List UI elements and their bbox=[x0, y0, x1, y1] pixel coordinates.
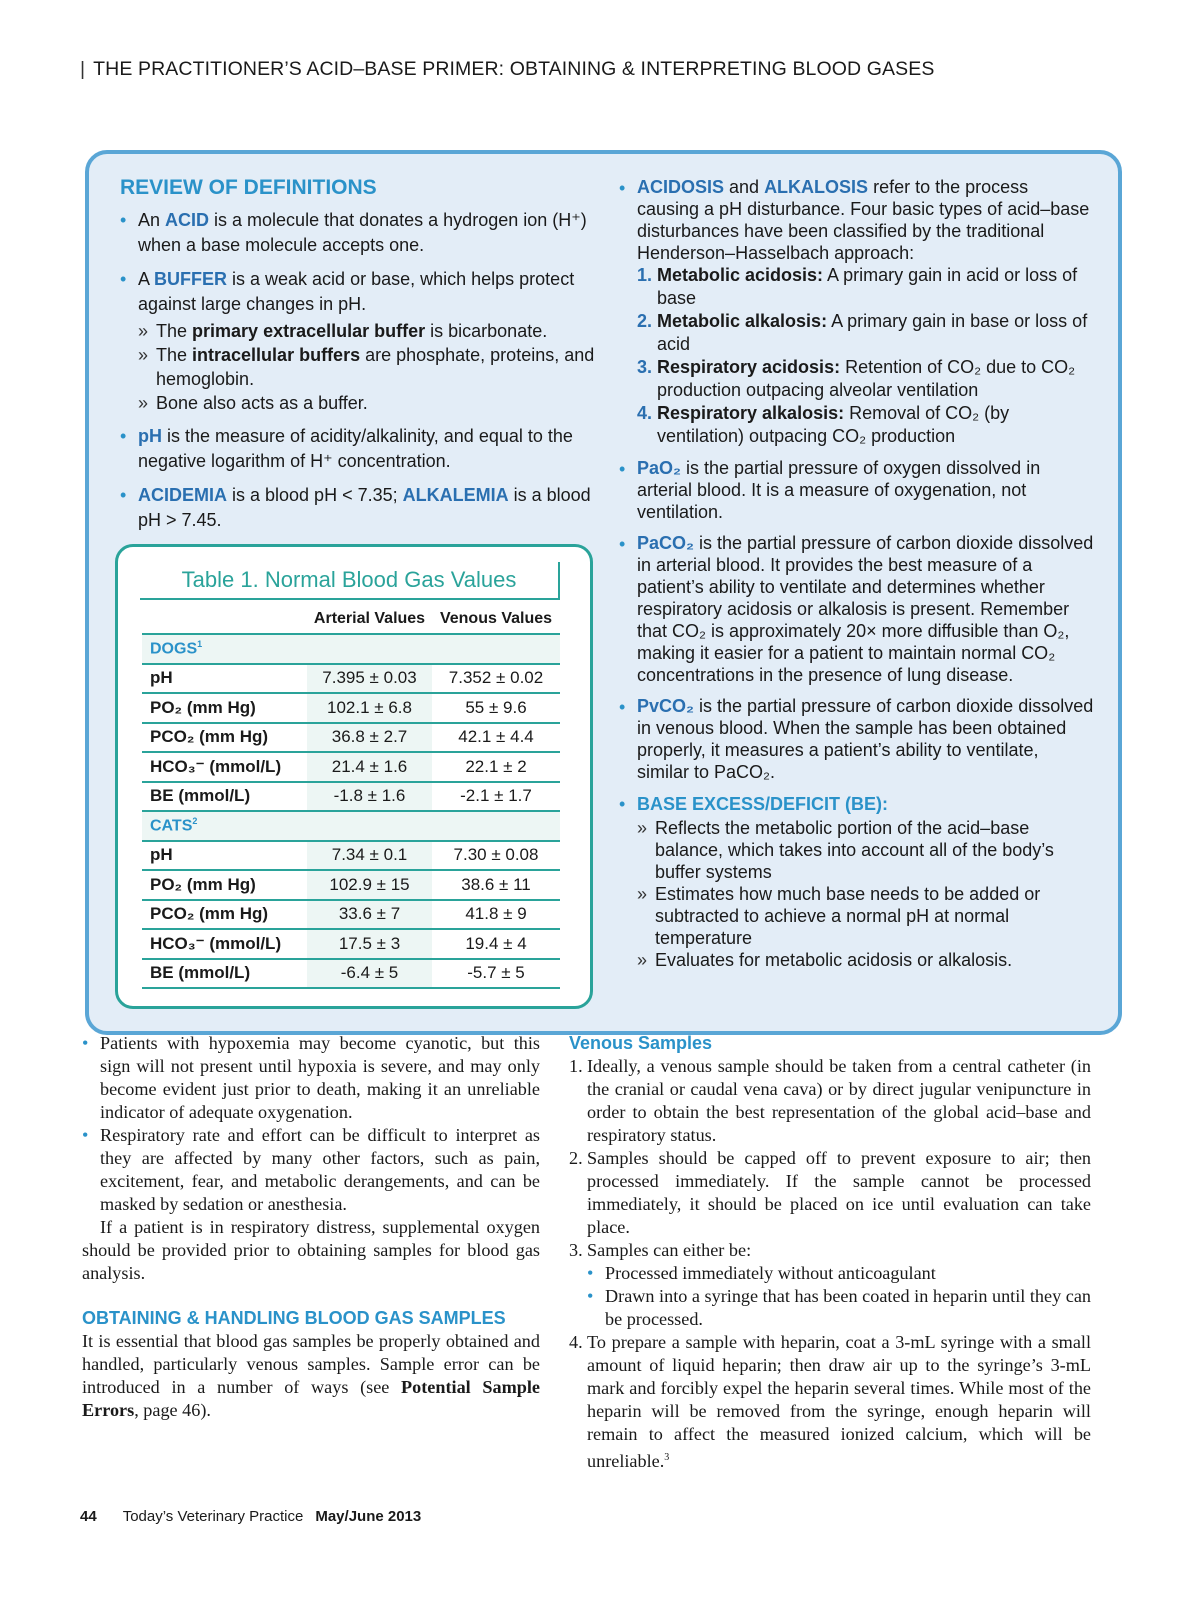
definition-paco2 bbox=[619, 532, 1094, 686]
running-header bbox=[80, 58, 934, 81]
text: The bbox=[156, 345, 193, 365]
text: Processed immediately without anticoagulant bbox=[605, 1263, 936, 1283]
text: Ideally, a venous sample should be taken from a central catheter (in the cranial or caudal vena cava) or by direct jugular venipuncture in order to obtain the best representation of the global acid–base and respiratory status. bbox=[587, 1056, 1091, 1145]
disturbance-type bbox=[637, 356, 1094, 402]
text: primary extracellular buffer bbox=[192, 321, 426, 341]
row-label: pH bbox=[142, 664, 307, 694]
raquo-icon: » bbox=[138, 321, 149, 341]
venous-value: -5.7 ± 5 bbox=[432, 959, 560, 989]
table-section-row bbox=[142, 811, 560, 841]
header-empty bbox=[142, 605, 307, 634]
text: 1. bbox=[569, 1056, 583, 1076]
venous-item bbox=[569, 1147, 1091, 1239]
venous-samples-heading: Venous Samples bbox=[569, 1033, 713, 1053]
bullet-icon: • bbox=[120, 426, 127, 446]
text: Evaluates for metabolic acidosis or alkalosis. bbox=[655, 950, 1013, 970]
text: is a weak acid or base, which helps protect against large changes in pH. bbox=[138, 269, 575, 314]
raquo-icon: » bbox=[138, 393, 149, 413]
raquo-icon: » bbox=[637, 950, 648, 970]
disturbance-types-list bbox=[637, 264, 1094, 448]
row-label: PCO₂ (mm Hg) bbox=[142, 900, 307, 930]
text: An bbox=[138, 210, 166, 230]
row-label: BE (mmol/L) bbox=[142, 782, 307, 812]
table-row bbox=[142, 664, 560, 694]
page-footer bbox=[80, 1508, 421, 1525]
table-header-row bbox=[142, 605, 560, 634]
bullet-icon: • bbox=[619, 794, 626, 814]
venous-item bbox=[569, 1055, 1091, 1147]
bullet-icon: • bbox=[120, 269, 127, 289]
arterial-value: -6.4 ± 5 bbox=[307, 959, 432, 989]
arterial-value: 7.34 ± 0.1 bbox=[307, 841, 432, 871]
text: Reflects the metabolic portion of the acid–base balance, which takes into account all of the body’s buffer systems bbox=[655, 818, 1054, 882]
text: Bone also acts as a buffer. bbox=[156, 393, 368, 413]
arterial-value: 102.9 ± 15 bbox=[307, 870, 432, 900]
row-label: pH bbox=[142, 841, 307, 871]
table-row bbox=[142, 841, 560, 871]
venous-value: 42.1 ± 4.4 bbox=[432, 723, 560, 753]
definition-base-excess bbox=[619, 792, 1094, 817]
definition-acidosis bbox=[619, 176, 1094, 264]
text: 2. bbox=[637, 311, 653, 331]
row-label: PCO₂ (mm Hg) bbox=[142, 723, 307, 753]
text: is the partial pressure of carbon dioxide dissolved in arterial blood. It provides the best measure of a patient’s ability to ventilate and determines whether respiratory acidosis or alkalosis is present. Remember that CO₂ is approximately 20× more diffusible than O₂, making it easier for a patient to maintain normal CO₂ concentrations in the presence of lung disease. bbox=[637, 533, 1094, 685]
section-label bbox=[142, 634, 560, 664]
disturbance-type bbox=[637, 264, 1094, 310]
definitions-left-column bbox=[120, 176, 595, 542]
text: 4. bbox=[637, 403, 653, 423]
venous-value: 19.4 ± 4 bbox=[432, 929, 560, 959]
text: Drawn into a syringe that has been coated in heparin until they can be processed. bbox=[605, 1286, 1091, 1329]
table-row bbox=[142, 900, 560, 930]
table-caption: Table 1. Normal Blood Gas Values bbox=[140, 562, 560, 600]
be-sub-item bbox=[637, 949, 1094, 971]
reference-mark: 3 bbox=[664, 1452, 670, 1463]
table-row bbox=[142, 959, 560, 989]
section-label bbox=[142, 811, 560, 841]
text: A primary gain in acid or loss of base bbox=[657, 265, 1078, 308]
left-body-column bbox=[82, 1032, 540, 1422]
definition-pao2 bbox=[619, 457, 1094, 523]
buffer-sub-item bbox=[138, 319, 595, 343]
arterial-value: 102.1 ± 6.8 bbox=[307, 693, 432, 723]
text: Samples can either be: bbox=[587, 1240, 752, 1260]
header-arterial: Arterial Values bbox=[307, 605, 432, 634]
table-row bbox=[142, 723, 560, 753]
table-row bbox=[142, 782, 560, 812]
disturbance-type bbox=[637, 402, 1094, 448]
text: Metabolic acidosis: bbox=[657, 265, 824, 285]
header-divider: | bbox=[80, 58, 86, 80]
text: Respiratory acidosis: bbox=[657, 357, 841, 377]
text: The bbox=[156, 321, 193, 341]
be-sub-item bbox=[637, 817, 1094, 883]
venous-value: 7.352 ± 0.02 bbox=[432, 664, 560, 694]
text: is bicarbonate. bbox=[425, 321, 548, 341]
section-name: DOGS bbox=[150, 640, 198, 658]
bullet-icon: • bbox=[120, 210, 127, 230]
reference-mark: 1 bbox=[197, 639, 203, 650]
definitions-right-column bbox=[619, 176, 1094, 971]
text: is a molecule that donates a hydrogen ion (H⁺) when a base molecule accepts one. bbox=[138, 210, 587, 255]
term-pvco2: PvCO₂ bbox=[637, 696, 695, 716]
venous-value: -2.1 ± 1.7 bbox=[432, 782, 560, 812]
raquo-icon: » bbox=[637, 884, 648, 904]
running-title: THE PRACTITIONER’S ACID–BASE PRIMER: OBTAINING & INTERPRETING BLOOD GASES bbox=[93, 58, 935, 80]
arterial-value: -1.8 ± 1.6 bbox=[307, 782, 432, 812]
buffer-sub-item bbox=[138, 391, 595, 415]
definition-ph bbox=[120, 424, 595, 474]
text: Metabolic alkalosis: bbox=[657, 311, 828, 331]
bullet-icon: • bbox=[587, 1263, 594, 1283]
definition-pvco2 bbox=[619, 695, 1094, 783]
text: is the partial pressure of oxygen dissolved in arterial blood. It is a measure of oxygenation, not ventilation. bbox=[637, 458, 1041, 522]
text: Estimates how much base needs to be added or subtracted to achieve a normal pH at normal temperature bbox=[655, 884, 1041, 948]
term-pao2: PaO₂ bbox=[637, 458, 682, 478]
venous-value: 38.6 ± 11 bbox=[432, 870, 560, 900]
bullet-icon: • bbox=[587, 1286, 594, 1306]
definitions-title: REVIEW OF DEFINITIONS bbox=[120, 176, 377, 199]
text: is a blood pH > 7.45. bbox=[138, 485, 591, 530]
venous-value: 7.30 ± 0.08 bbox=[432, 841, 560, 871]
text: 4. bbox=[569, 1332, 583, 1352]
bullet-icon: • bbox=[619, 534, 626, 554]
row-label: PO₂ (mm Hg) bbox=[142, 870, 307, 900]
section-heading: OBTAINING & HANDLING BLOOD GAS SAMPLES bbox=[82, 1308, 506, 1328]
text: 3. bbox=[569, 1240, 583, 1260]
raquo-icon: » bbox=[637, 818, 648, 838]
normal-blood-gas-table-box bbox=[115, 544, 593, 1009]
term-buffer: BUFFER bbox=[154, 269, 228, 289]
term-acidosis: ACIDOSIS bbox=[637, 177, 725, 197]
bullet-icon: • bbox=[82, 1033, 89, 1053]
text: is the measure of acidity/alkalinity, and equal to the negative logarithm of H⁺ concentration. bbox=[138, 426, 573, 471]
venous-item bbox=[569, 1331, 1091, 1473]
term-acidemia: ACIDEMIA bbox=[138, 485, 227, 505]
arterial-value: 7.395 ± 0.03 bbox=[307, 664, 432, 694]
issue-date: May/June 2013 bbox=[315, 1508, 422, 1525]
body-paragraph: If a patient is in respiratory distress, supplemental oxygen should be provided prior to obtaining samples for blood gas analysis. bbox=[82, 1217, 540, 1283]
text: refer to the process causing a pH disturbance. Four basic types of acid–base disturbances have been classified by the traditional Henderson–Hasselbach approach: bbox=[637, 177, 1090, 263]
reference-mark: 2 bbox=[192, 816, 198, 827]
term-base-excess: BASE EXCESS/DEFICIT (BE): bbox=[637, 794, 889, 814]
text: A bbox=[138, 269, 155, 289]
body-bullet bbox=[82, 1124, 540, 1216]
buffer-sublist bbox=[138, 319, 595, 415]
arterial-value: 21.4 ± 1.6 bbox=[307, 752, 432, 782]
text: To prepare a sample with heparin, coat a 3-mL syringe with a small amount of liquid heparin; then draw air up to the syringe’s 3-mL mark and forcibly expel the heparin several times. While most of the heparin will be removed from the syringe, enough heparin will remain to affect the measured ionized calcium, which will be unreliable. bbox=[587, 1332, 1091, 1472]
venous-sub-item bbox=[587, 1285, 1091, 1331]
text: 3. bbox=[637, 357, 653, 377]
term-ph: pH bbox=[138, 426, 162, 446]
right-body-column bbox=[569, 1032, 1091, 1473]
text: and bbox=[724, 177, 765, 197]
row-label: HCO₃⁻ (mmol/L) bbox=[142, 752, 307, 782]
header-venous: Venous Values bbox=[432, 605, 560, 634]
arterial-value: 33.6 ± 7 bbox=[307, 900, 432, 930]
disturbance-type bbox=[637, 310, 1094, 356]
venous-sublist bbox=[587, 1262, 1091, 1331]
text: are phosphate, proteins, and hemoglobin. bbox=[156, 345, 595, 389]
text: A primary gain in base or loss of acid bbox=[657, 311, 1088, 354]
body-bullet bbox=[82, 1032, 540, 1124]
venous-value: 22.1 ± 2 bbox=[432, 752, 560, 782]
table-row bbox=[142, 929, 560, 959]
text: Respiratory alkalosis: bbox=[657, 403, 845, 423]
text: Patients with hypoxemia may become cyanotic, but this sign will not present until hypoxia is severe, and may only become evident just prior to death, making it an unreliable indicator of adequate oxygenation. bbox=[100, 1033, 540, 1122]
text: is the partial pressure of carbon dioxide dissolved in venous blood. When the sample has been obtained properly, it measures a patient’s ability to ventilate, similar to PaCO₂. bbox=[637, 696, 1094, 782]
text: Respiratory rate and effort can be difficult to interpret as they are affected by many other factors, such as pain, excitement, fear, and metabolic derangements, and can be masked by sedation or anesthesia. bbox=[100, 1125, 540, 1214]
table-row bbox=[142, 693, 560, 723]
section-name: CATS bbox=[150, 817, 193, 835]
table-row bbox=[142, 752, 560, 782]
table-section-row bbox=[142, 634, 560, 664]
arterial-value: 36.8 ± 2.7 bbox=[307, 723, 432, 753]
venous-item bbox=[569, 1239, 1091, 1262]
publication-name: Today’s Veterinary Practice bbox=[122, 1508, 304, 1525]
term-alkalosis: ALKALOSIS bbox=[764, 177, 869, 197]
arterial-value: 17.5 ± 3 bbox=[307, 929, 432, 959]
text: , page 46). bbox=[134, 1400, 211, 1420]
definition-buffer bbox=[120, 267, 595, 317]
row-label: BE (mmol/L) bbox=[142, 959, 307, 989]
bullet-icon: • bbox=[82, 1125, 89, 1145]
base-excess-sublist bbox=[637, 817, 1094, 971]
normal-blood-gas-table bbox=[142, 605, 560, 989]
text: Retention of CO₂ due to CO₂ production outpacing alveolar ventilation bbox=[657, 357, 1076, 400]
row-label: PO₂ (mm Hg) bbox=[142, 693, 307, 723]
row-label: HCO₃⁻ (mmol/L) bbox=[142, 929, 307, 959]
bullet-icon: • bbox=[619, 178, 626, 198]
text: 1. bbox=[637, 265, 653, 285]
venous-value: 41.8 ± 9 bbox=[432, 900, 560, 930]
text: It is essential that blood gas samples be properly obtained and handled, particularly venous samples. Sample error can be introduced in a number of ways (see bbox=[82, 1331, 540, 1397]
bullet-icon: • bbox=[619, 459, 626, 479]
raquo-icon: » bbox=[138, 345, 149, 365]
definitions-box bbox=[85, 150, 1122, 1035]
text: 2. bbox=[569, 1148, 583, 1168]
venous-value: 55 ± 9.6 bbox=[432, 693, 560, 723]
definition-acid bbox=[120, 208, 595, 258]
text: Potential Sample Errors bbox=[82, 1377, 540, 1420]
text: Removal of CO₂ (by ventilation) outpacing CO₂ production bbox=[657, 403, 1010, 446]
buffer-sub-item bbox=[138, 343, 595, 391]
bullet-icon: • bbox=[619, 697, 626, 717]
table-row bbox=[142, 870, 560, 900]
term-acid: ACID bbox=[165, 210, 210, 230]
text: Samples should be capped off to prevent exposure to air; then processed immediately. If the sample cannot be processed immediately, it should be placed on ice until evaluation can take place. bbox=[587, 1148, 1091, 1237]
term-alkalemia: ALKALEMIA bbox=[402, 485, 509, 505]
definition-acidemia bbox=[120, 483, 595, 533]
venous-sub-item bbox=[587, 1262, 1091, 1285]
term-paco2: PaCO₂ bbox=[637, 533, 695, 553]
text: is a blood pH < 7.35; bbox=[227, 485, 403, 505]
page-number: 44 bbox=[80, 1508, 97, 1525]
section-intro bbox=[82, 1330, 540, 1422]
be-sub-item bbox=[637, 883, 1094, 949]
bullet-icon: • bbox=[120, 485, 127, 505]
text: intracellular buffers bbox=[192, 345, 361, 365]
